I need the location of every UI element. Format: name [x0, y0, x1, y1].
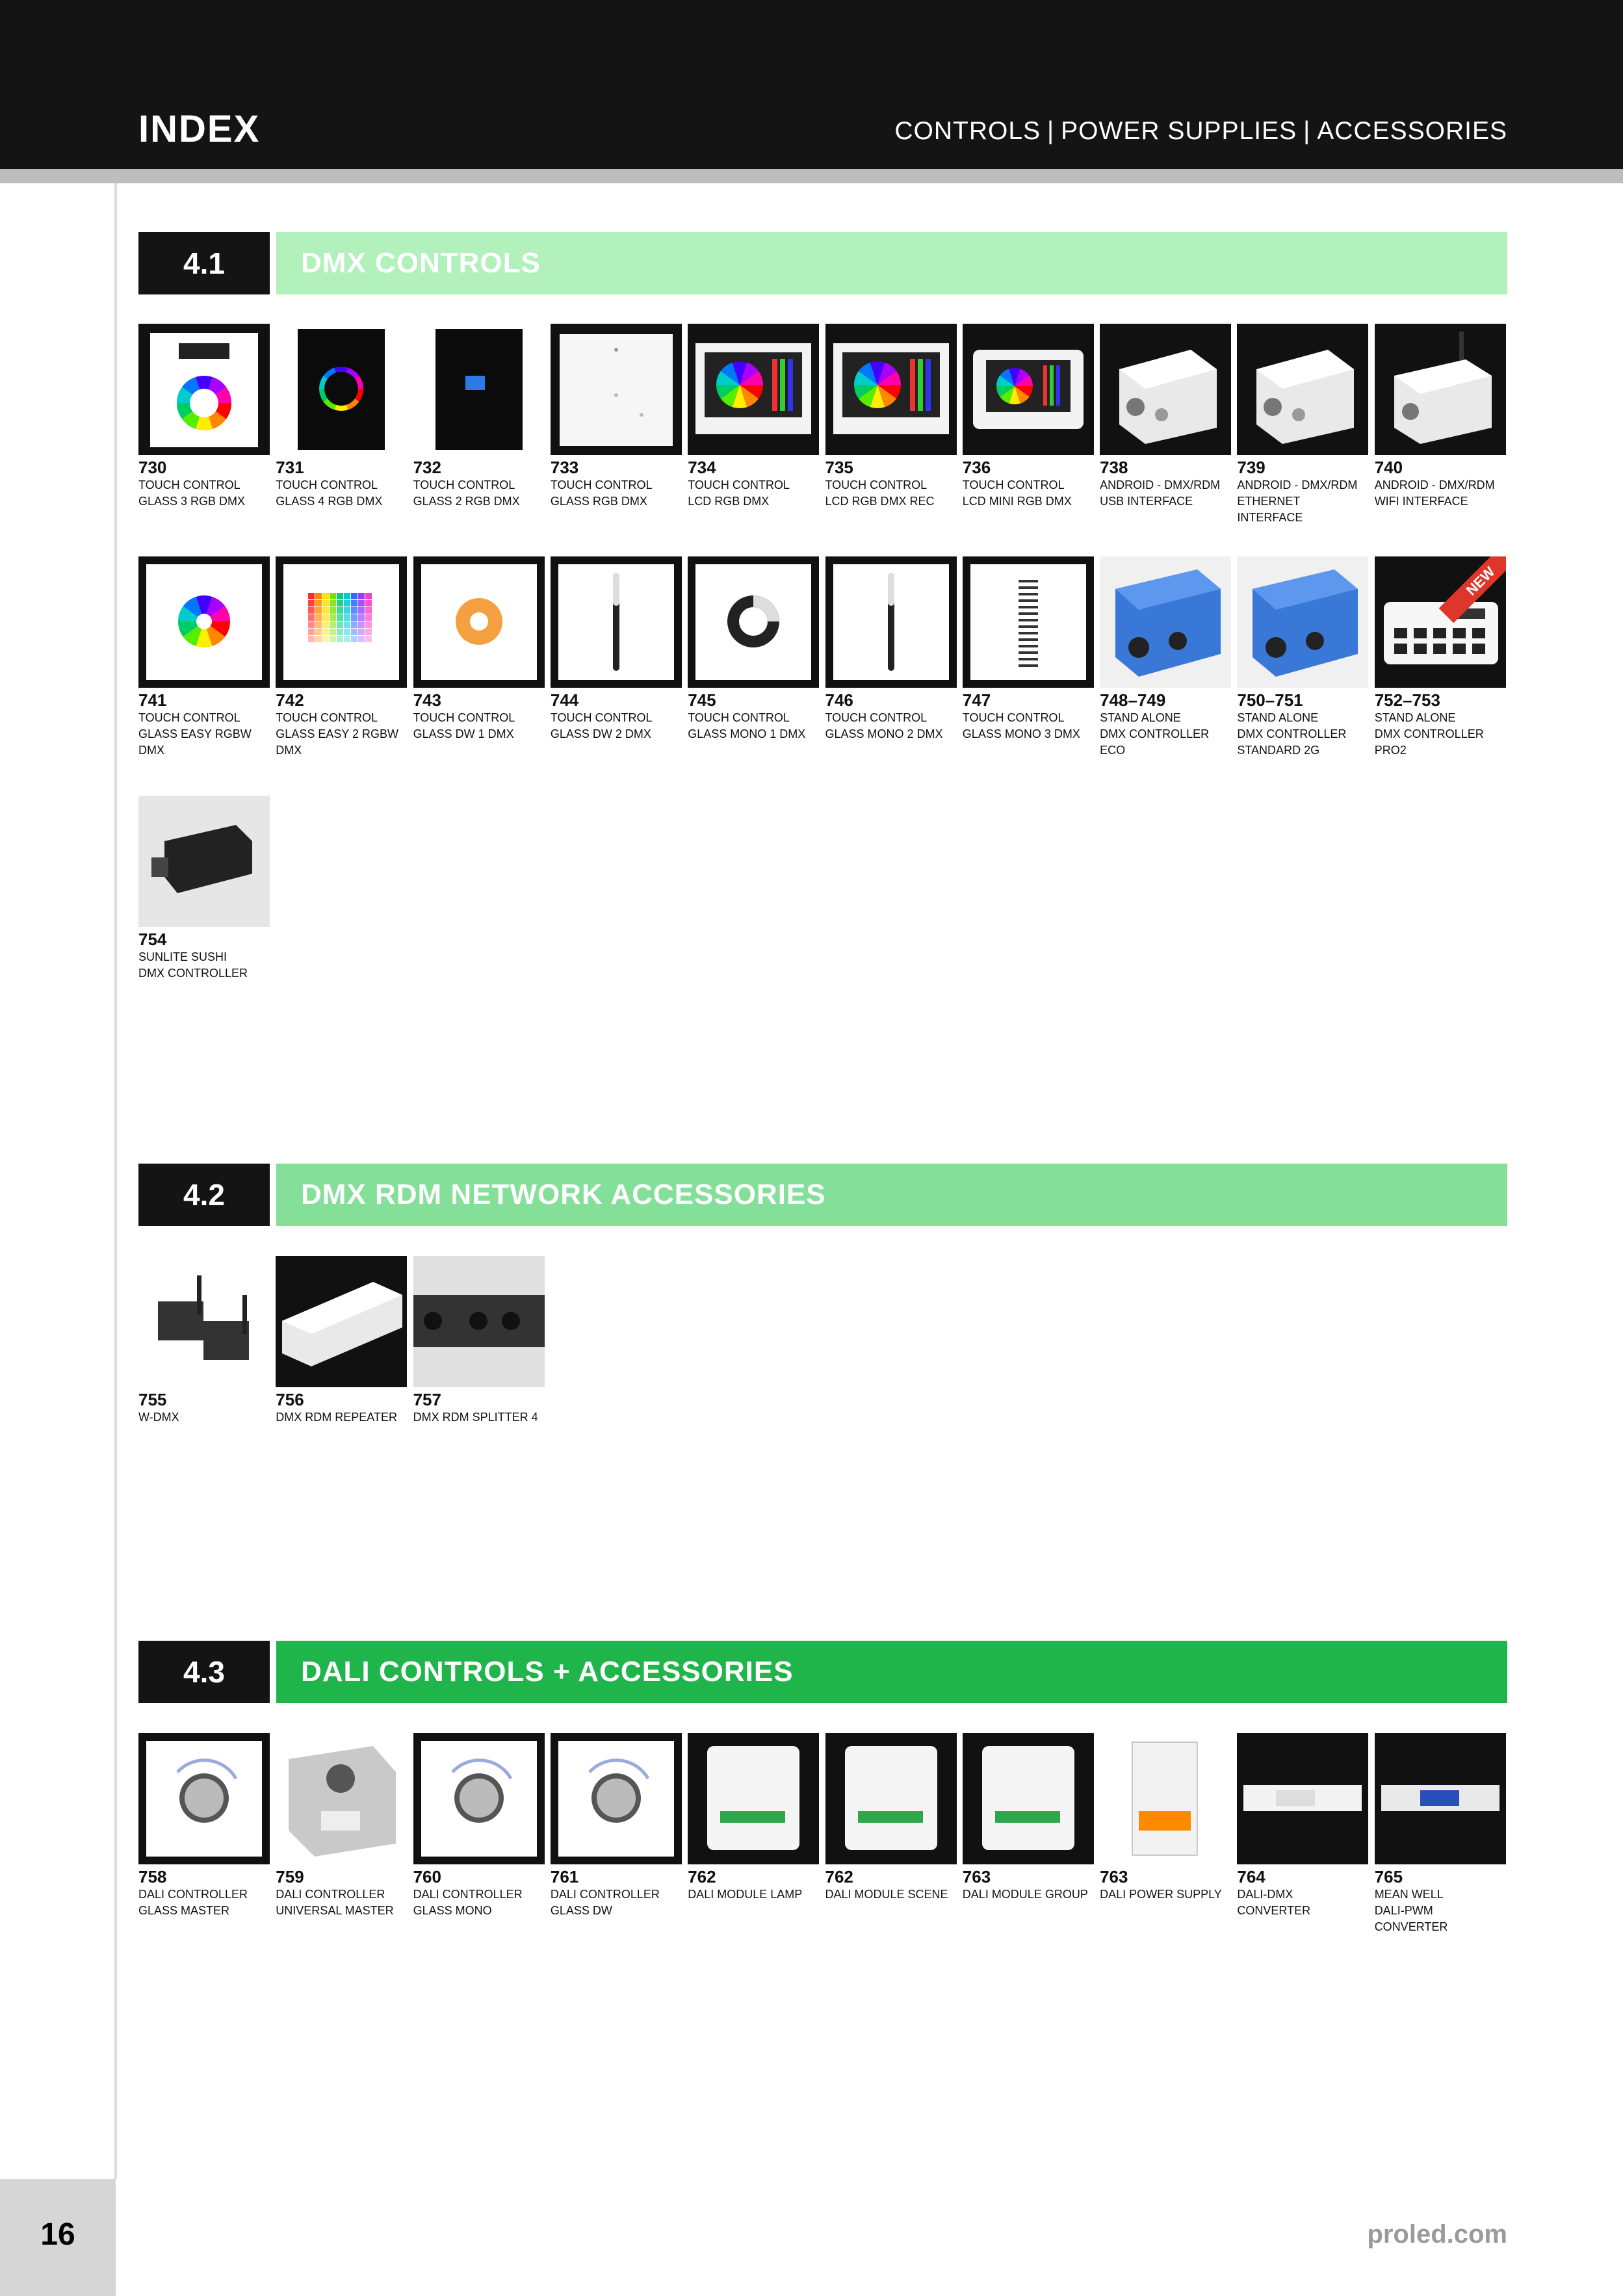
product-tile [138, 556, 270, 759]
product-code: 762 [688, 1867, 716, 1886]
product-description [688, 477, 819, 510]
description-line: DMX CONTROLLER [1237, 727, 1347, 740]
product-code: 750–751 [1237, 690, 1303, 710]
product-image [551, 324, 682, 455]
product-code: 736 [962, 458, 991, 477]
product-description [276, 477, 407, 510]
product-image [138, 796, 270, 927]
product-description [276, 710, 407, 759]
product-code: 764 [1237, 1867, 1266, 1886]
product-image [413, 1733, 545, 1864]
section-number: 4.3 [138, 1641, 270, 1703]
description-line: GLASS DW 1 DMX [413, 727, 514, 740]
product-tile [1100, 324, 1231, 510]
nav-power-supplies: POWER SUPPLIES [1061, 117, 1297, 145]
product-tile [688, 1733, 819, 1903]
description-line: DALI MODULE LAMP [688, 1888, 803, 1901]
product-tile [413, 324, 545, 510]
description-line: DALI-PWM CONVERTER [1374, 1904, 1448, 1933]
description-line: SUNLITE SUSHI [138, 950, 227, 963]
product-code: 758 [138, 1867, 167, 1886]
description-line: DMX [276, 744, 302, 757]
product-description [138, 1886, 270, 1919]
description-line: UNIVERSAL MASTER [276, 1904, 394, 1917]
product-image [825, 324, 957, 455]
product-tile [963, 1733, 1094, 1903]
product-tile [551, 556, 682, 742]
product-description [1375, 710, 1506, 759]
description-line: LCD MINI RGB DMX [962, 495, 1072, 508]
description-line: STAND ALONE [1374, 711, 1456, 724]
description-line: ANDROID - DMX/RDM [1374, 478, 1495, 491]
section-number: 4.1 [138, 232, 270, 294]
description-line: LCD RGB DMX [688, 495, 770, 508]
section-header-dmx-controls [138, 232, 1507, 294]
product-description [276, 1409, 407, 1426]
product-tile [276, 1256, 407, 1426]
product-tile [963, 324, 1094, 510]
description-line: DALI CONTROLLER [138, 1888, 248, 1901]
product-tile [413, 1256, 545, 1426]
description-line: ANDROID - DMX/RDM [1237, 478, 1358, 491]
product-tile [1375, 1733, 1506, 1935]
product-tile [825, 556, 957, 742]
product-tile [276, 556, 407, 759]
nav-accessories: ACCESSORIES [1317, 117, 1507, 145]
product-description [551, 1886, 682, 1919]
product-tile [688, 556, 819, 742]
product-code: 732 [413, 458, 441, 477]
description-line: DALI CONTROLLER [550, 1888, 660, 1901]
product-tile [825, 1733, 957, 1903]
product-image [138, 324, 270, 455]
description-line: ECO [1100, 744, 1126, 757]
product-image [1375, 324, 1506, 455]
product-description [688, 1886, 819, 1903]
product-description [551, 710, 682, 742]
product-code: 752–753 [1374, 690, 1440, 710]
margin-rule [114, 183, 117, 2179]
product-image [688, 324, 819, 455]
product-tile [1100, 556, 1231, 759]
description-line: DALI-DMX CONVERTER [1237, 1888, 1311, 1917]
product-code: 744 [550, 690, 579, 710]
product-tile [1237, 324, 1368, 526]
description-line: GLASS MONO 1 DMX [688, 727, 806, 740]
product-description [138, 710, 270, 759]
description-line: GLASS MONO 3 DMX [962, 727, 1080, 740]
section-title: DMX RDM NETWORK ACCESSORIES [276, 1164, 1507, 1226]
product-image [963, 324, 1094, 455]
product-image [1237, 1733, 1368, 1864]
product-tile [276, 1733, 407, 1919]
product-image [688, 1733, 819, 1864]
product-description [1375, 477, 1506, 510]
description-line: DMX RDM SPLITTER 4 [413, 1411, 538, 1424]
product-tile [138, 1733, 270, 1919]
product-code: 731 [276, 458, 304, 477]
description-line: TOUCH CONTROL [825, 478, 928, 491]
product-image [413, 1256, 545, 1387]
product-image [1237, 556, 1368, 688]
product-image [276, 1256, 407, 1387]
product-description [963, 477, 1094, 510]
product-code: 757 [413, 1390, 441, 1409]
description-line: DMX CONTROLLER [138, 967, 248, 980]
product-code: 745 [688, 690, 716, 710]
product-code: 760 [413, 1867, 441, 1886]
product-image [963, 556, 1094, 688]
product-tile [138, 796, 270, 982]
product-tile [1237, 556, 1368, 759]
nav-separator: | [1047, 117, 1055, 145]
description-line: GLASS 3 RGB DMX [138, 495, 246, 508]
description-line: DMX [138, 744, 164, 757]
product-description [825, 1886, 957, 1903]
section-title: DALI CONTROLS + ACCESSORIES [276, 1641, 1507, 1703]
product-image [1100, 324, 1231, 455]
product-description [1237, 1886, 1368, 1919]
description-line: WIFI INTERFACE [1374, 495, 1468, 508]
product-image [1100, 556, 1231, 688]
product-image [276, 1733, 407, 1864]
description-line: W-DMX [138, 1411, 179, 1424]
description-line: DMX CONTROLLER [1100, 727, 1210, 740]
product-image [825, 1733, 957, 1864]
product-image [688, 556, 819, 688]
product-code: 746 [825, 690, 853, 710]
product-image [413, 556, 545, 688]
nav-controls: CONTROLS [894, 117, 1041, 145]
description-line: DMX RDM REPEATER [276, 1411, 397, 1424]
description-line: TOUCH CONTROL [138, 711, 240, 724]
product-tile [1237, 1733, 1368, 1919]
product-code: 743 [413, 690, 441, 710]
product-code: 740 [1374, 458, 1403, 477]
description-line: TOUCH CONTROL [276, 711, 378, 724]
description-line: USB INTERFACE [1100, 495, 1193, 508]
product-description [688, 710, 819, 742]
description-line: GLASS DW [550, 1904, 612, 1917]
product-tile [413, 1733, 545, 1919]
description-line: DALI CONTROLLER [413, 1888, 523, 1901]
product-description [551, 477, 682, 510]
product-image [551, 1733, 682, 1864]
product-tile [825, 324, 957, 510]
product-image [276, 324, 407, 455]
product-tile [551, 1733, 682, 1919]
description-line: DALI POWER SUPPLY [1100, 1888, 1222, 1901]
nav-separator: | [1303, 117, 1311, 145]
product-description [276, 1886, 407, 1919]
product-code: 742 [276, 690, 304, 710]
product-code: 762 [825, 1867, 853, 1886]
product-description [413, 710, 545, 742]
product-image [1375, 556, 1506, 688]
product-image [276, 556, 407, 688]
product-code: 763 [1100, 1867, 1128, 1886]
description-line: MEAN WELL [1374, 1888, 1444, 1901]
product-code: 734 [688, 458, 716, 477]
product-tile [688, 324, 819, 510]
description-line: DALI CONTROLLER [276, 1888, 385, 1901]
product-tile [1375, 324, 1506, 510]
description-line: STAND ALONE [1100, 711, 1181, 724]
section-title: DMX CONTROLS [276, 232, 1507, 294]
product-description [138, 477, 270, 510]
product-code: 748–749 [1100, 690, 1166, 710]
description-line: GLASS EASY RGBW [138, 727, 252, 740]
product-description [825, 477, 957, 510]
product-tile [1100, 1733, 1231, 1903]
description-line: PRO2 [1374, 744, 1407, 757]
product-tile [138, 324, 270, 510]
category-nav [894, 117, 1507, 146]
description-line: ETHERNET INTERFACE [1237, 495, 1303, 524]
product-description [413, 1409, 545, 1426]
product-image [138, 556, 270, 688]
product-image [1375, 1733, 1506, 1864]
product-image [1100, 1733, 1231, 1864]
product-description [1100, 710, 1231, 759]
description-line: TOUCH CONTROL [688, 711, 790, 724]
product-description [963, 1886, 1094, 1903]
product-tile [138, 1256, 270, 1426]
product-code: 738 [1100, 458, 1128, 477]
description-line: TOUCH CONTROL [550, 711, 653, 724]
product-image [825, 556, 957, 688]
description-line: STAND ALONE [1237, 711, 1319, 724]
product-description [138, 1409, 270, 1426]
product-image [963, 1733, 1094, 1864]
product-image [138, 1733, 270, 1864]
product-code: 735 [825, 458, 853, 477]
product-image [551, 556, 682, 688]
product-description [1237, 710, 1368, 759]
product-code: 763 [962, 1867, 991, 1886]
description-line: GLASS EASY 2 RGBW [276, 727, 399, 740]
product-image [1237, 324, 1368, 455]
product-code: 761 [550, 1867, 579, 1886]
product-code: 747 [962, 690, 991, 710]
section-number: 4.2 [138, 1164, 270, 1226]
product-code: 765 [1374, 1867, 1403, 1886]
description-line: STANDARD 2G [1237, 744, 1320, 757]
product-code: 733 [550, 458, 579, 477]
description-line: GLASS MASTER [138, 1904, 230, 1917]
product-description [1100, 477, 1231, 510]
description-line: DALI MODULE SCENE [825, 1888, 948, 1901]
page-number: 16 [40, 2217, 75, 2252]
new-badge: NEW [1438, 556, 1505, 623]
product-code: 754 [138, 930, 167, 949]
description-line: TOUCH CONTROL [688, 478, 790, 491]
product-image [138, 1256, 270, 1387]
description-line: GLASS 4 RGB DMX [276, 495, 383, 508]
product-tile [551, 324, 682, 510]
product-code: 739 [1237, 458, 1266, 477]
product-tile [963, 556, 1094, 742]
description-line: TOUCH CONTROL [413, 478, 515, 491]
description-line: TOUCH CONTROL [550, 478, 653, 491]
site-url: proled.com [1367, 2220, 1507, 2249]
product-code: 756 [276, 1390, 304, 1409]
product-description [963, 710, 1094, 742]
description-line: GLASS MONO 2 DMX [825, 727, 943, 740]
top-bar-rule [0, 169, 1623, 183]
description-line: LCD RGB DMX REC [825, 495, 935, 508]
product-code: 730 [138, 458, 167, 477]
description-line: DMX CONTROLLER [1374, 727, 1484, 740]
product-code: 759 [276, 1867, 304, 1886]
description-line: DALI MODULE GROUP [962, 1888, 1088, 1901]
product-description [1237, 477, 1368, 526]
product-description [1100, 1886, 1231, 1903]
section-header-dmx-rdm-network [138, 1164, 1507, 1226]
section-header-dali-controls [138, 1641, 1507, 1703]
product-description [1375, 1886, 1506, 1935]
product-description [413, 477, 545, 510]
description-line: GLASS 2 RGB DMX [413, 495, 520, 508]
description-line: GLASS MONO [413, 1904, 492, 1917]
description-line: TOUCH CONTROL [825, 711, 928, 724]
page-title: INDEX [138, 108, 261, 150]
product-tile [1375, 556, 1506, 759]
product-code: 741 [138, 690, 167, 710]
product-description [138, 949, 270, 982]
description-line: TOUCH CONTROL [962, 711, 1065, 724]
product-code: 755 [138, 1390, 167, 1409]
product-description [825, 710, 957, 742]
product-description [413, 1886, 545, 1919]
product-image [413, 324, 545, 455]
description-line: TOUCH CONTROL [138, 478, 240, 491]
description-line: TOUCH CONTROL [962, 478, 1065, 491]
description-line: ANDROID - DMX/RDM [1100, 478, 1221, 491]
description-line: TOUCH CONTROL [276, 478, 378, 491]
product-tile [276, 324, 407, 510]
product-tile [413, 556, 545, 742]
description-line: GLASS RGB DMX [550, 495, 647, 508]
description-line: TOUCH CONTROL [413, 711, 515, 724]
description-line: GLASS DW 2 DMX [550, 727, 651, 740]
